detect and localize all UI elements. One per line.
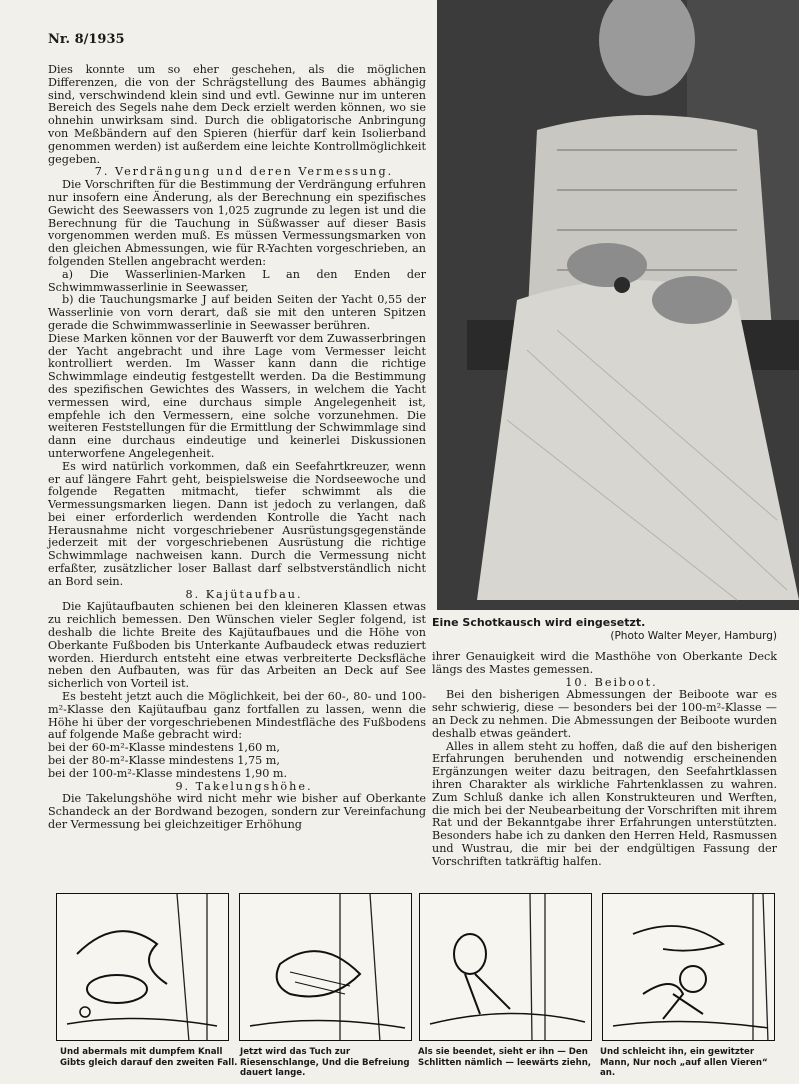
list-item-a: a) Die Wasserlinien-Marken L an den Enden der Schwimmwasserlinie in Seewasser, (48, 267, 426, 294)
comic-caption-4: Und schleicht ihn, ein gewitzter Mann, Nur noch „auf allen Vieren“ an. (600, 1047, 768, 1078)
paragraph: Diese Marken können vor der Bauwerft vor dem Zuwasserbringen der Yacht angebracht und ihre Lage vom Vermesser leicht kontrolliert werden. Im Wasser kann dann die richtige Schwimmlage eindeutig festgestellt werden. Da die Bestimmung des spezifischen Gewichtes des Wassers, in welchem die Yacht vermessen wird, eine durchaus simple Angelegenheit ist, empfehle ich den Vermessern, eine solche vorzunehmen. Die weiteren Feststellungen für die Ermittlung der Schwimmlage sind dann eine durchaus eindeutige und keinerlei Diskussionen unterworfene Angelegenheit. (48, 331, 426, 460)
comic-drawing-1 (57, 894, 229, 1041)
photo-credit: (Photo Walter Meyer, Hamburg) (610, 630, 777, 642)
list-item-b: b) die Tauchungsmarke J auf beiden Seiten der Yacht 0,55 der Wasserlinie von vorn derart, daß sie mit den unteren Spitzen gerade die Schwimmwasserlinie in Seewasser berühren. (48, 293, 426, 332)
comic-drawing-2 (240, 894, 412, 1041)
comic-panel-4 (602, 893, 775, 1041)
comic-strip (56, 893, 778, 1043)
class-row-80: bei der 80-m²-Klasse mindestens 1,75 m, (48, 754, 280, 768)
left-text-column (48, 64, 426, 832)
photo-illustration (437, 0, 799, 610)
section-heading-8: 8. Kajütaufbau. (185, 587, 303, 601)
paragraph: Bei den bisherigen Abmessungen der Beiboote war es sehr schwierig, diese — besonders bei der 100-m²-Klasse — an Deck zu nehmen. Die Abmessungen der Beiboote wurden deshalb etwas geändert. (432, 688, 777, 740)
photo-caption: Eine Schotkausch wird eingesetzt. (432, 616, 646, 629)
comic-panel-1 (56, 893, 229, 1041)
comic-caption-3: Als sie beendet, sieht er ihn — Den Schlitten nämlich — leewärts ziehn, (418, 1047, 592, 1068)
comic-caption-2: Jetzt wird das Tuch zur Riesenschlange, Und die Befreiung dauert lange. (240, 1047, 410, 1078)
comic-panel-2 (239, 893, 412, 1041)
section-heading-9: 9. Takelungshöhe. (175, 779, 313, 793)
right-text-column (432, 651, 777, 869)
paragraph: Alles in allem steht zu hoffen, daß die auf den bisherigen Erfahrungen beruhenden und notwendig erscheinenden Ergänzungen weiter dazu beitragen, den Seefahrtklassen ihren Charakter als wirkliche Fahrtenklassen zu wahren. Zum Schluß danke ich allen Konstrukteuren und Werften, die mich bei der Neubearbeitung der Vorschriften mit ihrem Rat und der Bekanntgabe ihrer Erfahrungen unterstützten. Besonders habe ich zu danken den Herren Held, Rasmussen und Wustrau, die mir bei der endgültigen Fassung der Vorschriften tatkräftig halfen. (432, 739, 777, 868)
section-heading-7: 7. Verdrängung und deren Vermessung. (94, 165, 394, 179)
paragraph: Die Vorschriften für die Bestimmung der Verdrängung erfuhren nur insofern eine Änderung, als der Berechnung ein spezifisches Gewicht des Seewassers von 1,025 zugrunde zu legen ist und die Berechnung für die Tauchung in Süßwasser auf dieser Basis vorgenommen werden muß. Es müssen Vermessungsmarken von den gleichen Abmessungen, wie für R-Yachten vorgeschrieben, an folgenden Stellen angebracht werden: (48, 178, 426, 268)
comic-drawing-3 (420, 894, 592, 1041)
paragraph: Es wird natürlich vorkommen, daß ein Seefahrtkreuzer, wenn er auf längere Fahrt geht, beispielsweise die Nordseewoche und folgende Regatten mitmacht, tiefer schwimmt als die Vermessungsmarken liegen. Dann ist jedoch zu verlangen, daß bei einer erforderlich werdenden Kontrolle die Yacht nach Herausnahme nicht vorgeschriebener Ausrüstungsgegenstände jederzeit mit der vorgeschriebenen Ausrüstung die richtige Schwimmlage nachweisen kann. Durch die Vermessung nicht erfaßter, zusätzlicher loser Ballast darf selbstverständlich nicht an Bord sein. (48, 459, 426, 588)
comic-drawing-4 (603, 894, 775, 1041)
paragraph: Die Takelungshöhe wird nicht mehr wie bisher auf Oberkante Schandeck an der Bordwand bezogen, sondern zur Vereinfachung der Vermessung bei gleichzeitiger Erhöhung (48, 792, 426, 832)
comic-panel-3 (419, 893, 592, 1041)
paragraph: ihrer Genauigkeit wird die Masthöhe von Oberkante Deck längs des Mastes gemessen. (432, 650, 777, 676)
paragraph: Dies konnte um so eher geschehen, als die möglichen Differenzen, die von der Schrägstellung des Baumes abhängig sind, verschwindend klein sind und evtl. Gewinne nur im unteren Bereich des Segels nahe dem Deck erzielt werden können, wo sie ohnehin unwirksam sind. Durch die obligatorische Anbringung von Meßbändern auf den Spieren (hierfür darf kein Isolierband genommen werden) ist außerdem eine leichte Kontrollmöglichkeit gegeben. (48, 63, 426, 166)
paragraph: Es besteht jetzt auch die Möglichkeit, bei der 60-, 80- und 100-m²-Klasse den Kajütaufbau ganz fortfallen zu lassen, wenn die Höhe hi über der vorgeschriebenen Mindestfläche des Fußbodens auf folgende Maße gebracht wird: (48, 690, 426, 742)
page-number-header: Nr. 8/1935 (48, 32, 125, 47)
comic-caption-1: Und abermals mit dumpfem Knall Gibts gleich darauf den zweiten Fall. (60, 1047, 238, 1068)
class-row-60: bei der 60-m²-Klasse mindestens 1,60 m, (48, 741, 280, 755)
sailmaker-photo (437, 0, 799, 610)
class-row-100: bei der 100-m²-Klasse mindestens 1,90 m. (48, 766, 288, 780)
section-heading-10: 10. Beiboot. (565, 675, 658, 689)
paragraph: Die Kajütaufbauten schienen bei den kleineren Klassen etwas zu reichlich bemessen. Den Wünschen vieler Segler folgend, ist deshalb die lichte Breite des Kajütaufbaues und die Höhe von Oberkante Fußboden bis Unterkante Aufbaudeck etwas reduziert worden. Hierdurch entsteht eine etwas verbreiterte Decksfläche neben den Aufbauten, was für das Arbeiten an Deck auf See sicherlich von Vorteil ist. (48, 600, 426, 691)
